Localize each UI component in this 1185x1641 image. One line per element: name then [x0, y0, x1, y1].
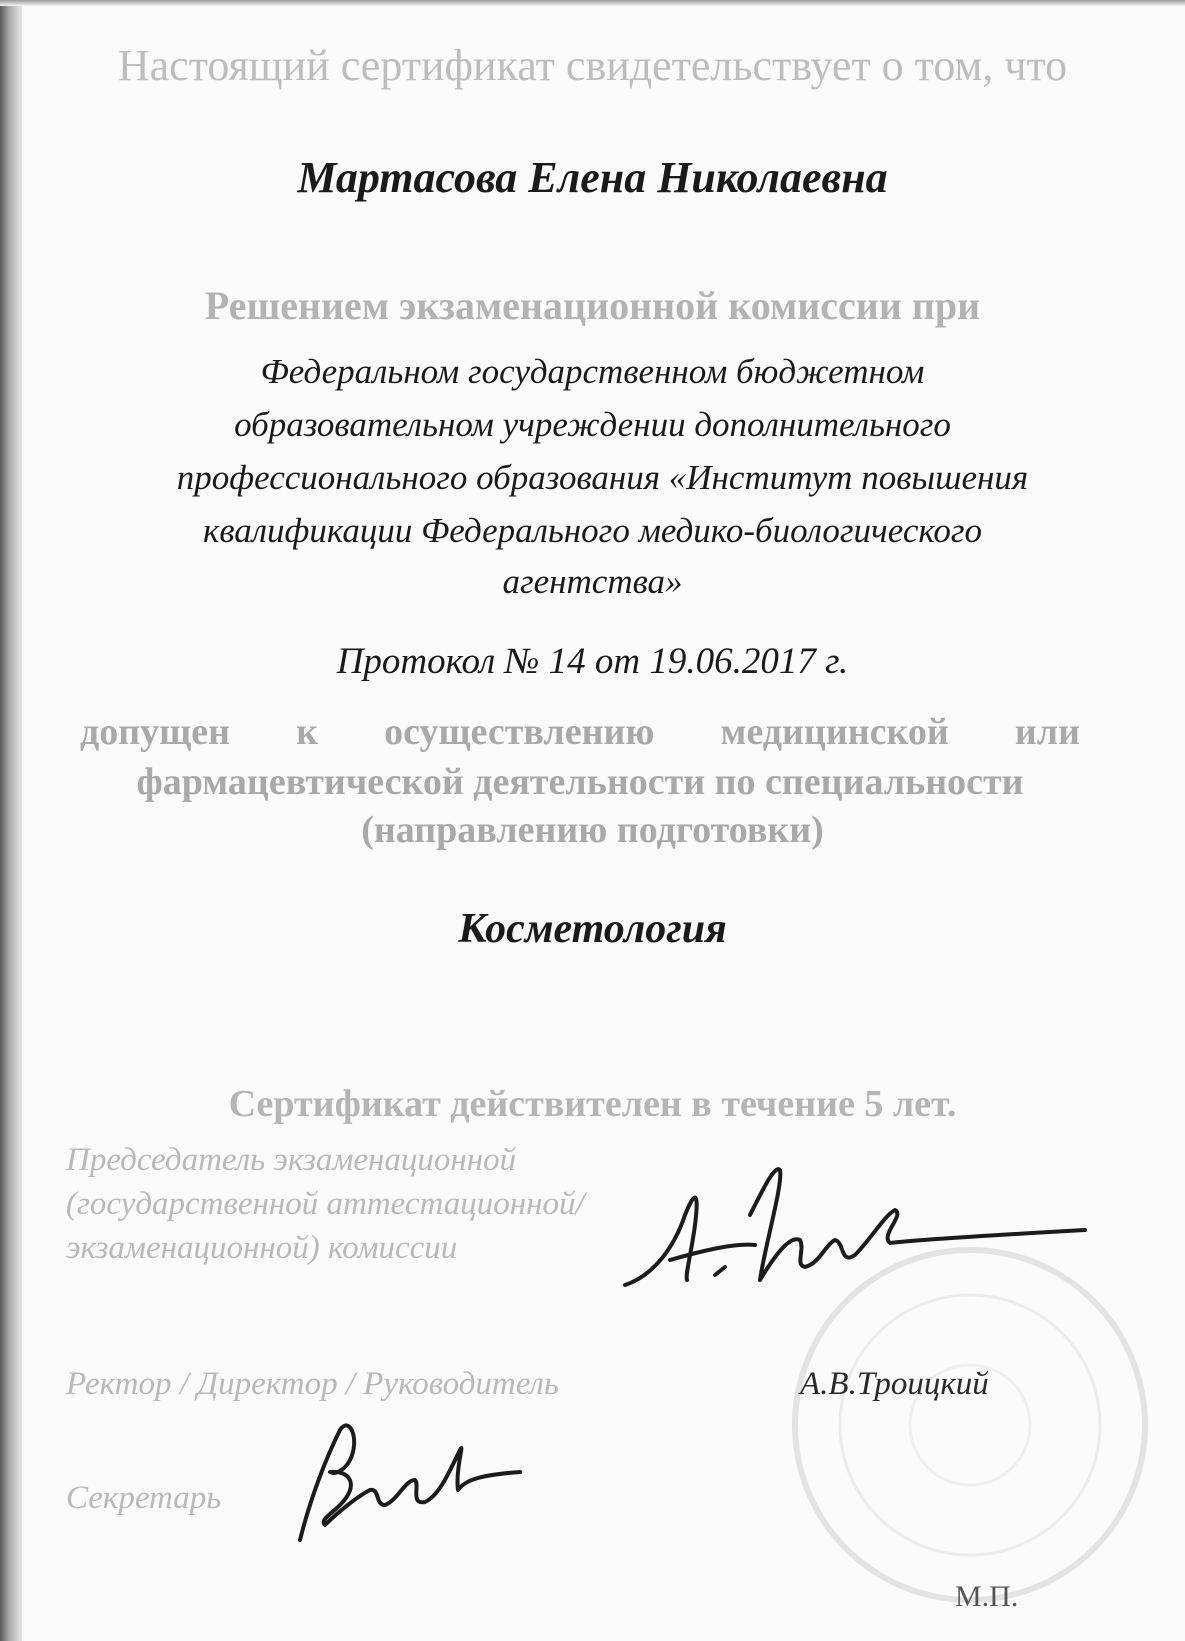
rector-label: Ректор / Директор / Руководитель: [66, 1366, 559, 1402]
institution-line: образовательном учреждении дополнительного: [234, 405, 951, 444]
protocol-reference: Протокол № 14 от 19.06.2017 г.: [336, 641, 849, 682]
chair-signature: [615, 1155, 1095, 1305]
institution-line: квалификации Федерального медико-биологического: [202, 511, 983, 550]
signer-name: А.В.Троицкий: [800, 1366, 989, 1402]
institution-line: агентства»: [502, 562, 683, 601]
chair-title-line: экзаменационной) комиссии: [66, 1230, 458, 1266]
chair-title-line: Председатель экзаменационной: [66, 1142, 517, 1178]
institution-line: профессионального образования «Институт повышения: [176, 458, 1029, 497]
seal-place-mark: М.П.: [955, 1580, 1019, 1613]
scan-top-edge: [0, 0, 1185, 6]
admission-line: фармацевтической деятельности по специальности: [136, 761, 1024, 803]
holder-name: Мартасова Елена Николаевна: [297, 153, 888, 202]
chair-title-line: (государственной аттестационной/: [66, 1186, 585, 1222]
decision-intro: Решением экзаменационной комиссии при: [204, 283, 981, 328]
validity-statement: Сертификат действителен в течение 5 лет.: [228, 1083, 957, 1125]
specialty-name: Косметология: [458, 906, 727, 952]
certificate-intro: Настоящий сертификат свидетельствует о том, что: [117, 41, 1068, 90]
admission-line: (направлению подготовки): [361, 809, 824, 851]
secretary-signature: [280, 1410, 540, 1550]
secretary-label: Секретарь: [66, 1480, 222, 1516]
institution-line: Федеральном государственном бюджетном: [260, 352, 925, 391]
admission-line: допущен к осуществлению медицинской или: [80, 711, 1080, 753]
